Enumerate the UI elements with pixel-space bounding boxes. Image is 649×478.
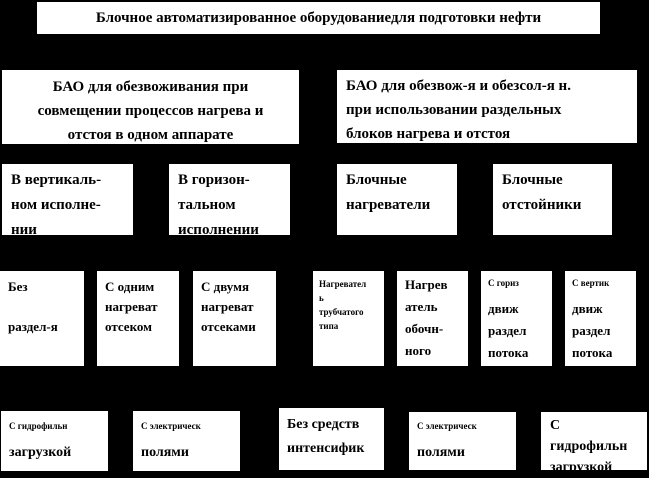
- box-text-line: исполнении: [178, 222, 259, 238]
- box-text-line: Блочные: [346, 172, 407, 188]
- box-text-line: раздел: [572, 323, 611, 338]
- box-text-line: [8, 297, 84, 317]
- box-text-line: обочн-: [405, 321, 444, 336]
- box-text-line: потока: [572, 345, 613, 360]
- box-text-line: Нагревател: [319, 279, 367, 289]
- box-text-line: трубчатого: [319, 307, 364, 317]
- box-text-line: В горизон-: [178, 172, 250, 188]
- box-text-line: БАО для обезвож-я и обезсол-я н.: [346, 78, 571, 94]
- box-text-line: Блочные: [502, 172, 563, 188]
- box-text-line: С двумя: [201, 279, 250, 294]
- box-text-line: раздел-я: [8, 319, 58, 334]
- box-text-line: С гидрофильн: [9, 421, 68, 431]
- box-two-heating-compartments: [193, 271, 276, 366]
- box-text-line: Без средств: [287, 417, 360, 432]
- box-tubular-heater: [313, 271, 384, 366]
- box-text-line: С электрическ: [141, 421, 201, 431]
- box-text-line: С одним: [105, 279, 155, 294]
- box-text-line: Без: [8, 279, 28, 294]
- box-block-heaters: [337, 164, 457, 235]
- box-text-line: С: [550, 418, 561, 433]
- box-text-line: интенсифик: [287, 441, 365, 456]
- box-text-line: БАО для обезвоживания при: [52, 79, 249, 95]
- box-electric-fields-left: [133, 411, 240, 471]
- box-vertical-flow-movement: [565, 271, 636, 366]
- box-text-line: отстоя в одном аппарате: [67, 127, 234, 143]
- box-text-line: блоков нагрева и отстоя: [346, 126, 511, 142]
- box-one-heating-compartment: [97, 271, 179, 366]
- box-horizontal-flow-movement: [481, 271, 552, 366]
- box-text-line: ь: [319, 293, 324, 303]
- box-text-line: нагреват: [105, 299, 158, 314]
- box-text-line: отсеком: [105, 319, 152, 334]
- box-hydrophilic-load-left: [1, 411, 108, 471]
- box-title: [37, 2, 600, 34]
- box-text-line: ного: [405, 343, 432, 358]
- box-text-line: типа: [319, 321, 339, 331]
- box-bao-combined: [2, 70, 299, 144]
- box-text-line: тальном: [178, 197, 236, 213]
- box-hydrophilic-load-right: [541, 412, 647, 475]
- box-block-settlers: [493, 164, 612, 235]
- box-text-line: Нагрев: [405, 277, 448, 292]
- box-shell-heater: [397, 271, 468, 380]
- box-text-line: полями: [417, 445, 465, 460]
- box-no-intensification: [279, 408, 384, 470]
- box-horizontal-design: [169, 164, 290, 238]
- box-text-line: типа: [405, 365, 433, 380]
- box-text-line: гидрофильн: [550, 439, 628, 454]
- box-text-line: отсеками: [201, 319, 256, 334]
- box-text-line: ном исполне-: [11, 197, 101, 213]
- box-text-line: раздел: [488, 323, 527, 338]
- box-vertical-design: [2, 164, 133, 238]
- box-text-line: нагреватели: [346, 197, 431, 213]
- box-text-line: загрузкой: [550, 460, 613, 475]
- box-text-line: движ: [572, 301, 603, 316]
- box-text-line: атель: [405, 299, 438, 314]
- box-text-line: В вертикаль-: [11, 172, 102, 188]
- box-text-line: нии: [11, 222, 37, 238]
- box-text-line: полями: [141, 445, 189, 460]
- box-text-line: загрузкой: [9, 445, 72, 460]
- box-text-line: отстойники: [502, 197, 582, 213]
- box-no-separation: [0, 271, 84, 366]
- box-text-line: потока: [488, 345, 529, 360]
- box-text-line: нагреват: [201, 299, 254, 314]
- box-text-line: движ: [488, 301, 519, 316]
- box-text-line: С гориз: [488, 278, 519, 288]
- box-electric-fields-right: [409, 412, 516, 470]
- box-text-line: при использовании раздельных: [346, 102, 562, 118]
- title-text: Блочное автоматизированное оборудованиедля подготовки нефти: [95, 10, 542, 26]
- box-bao-separate: [337, 70, 637, 143]
- box-text-line: С электрическ: [417, 421, 477, 431]
- box-text-line: совмещении процессов нагрева и: [37, 103, 264, 119]
- box-text-line: С вертик: [572, 278, 610, 288]
